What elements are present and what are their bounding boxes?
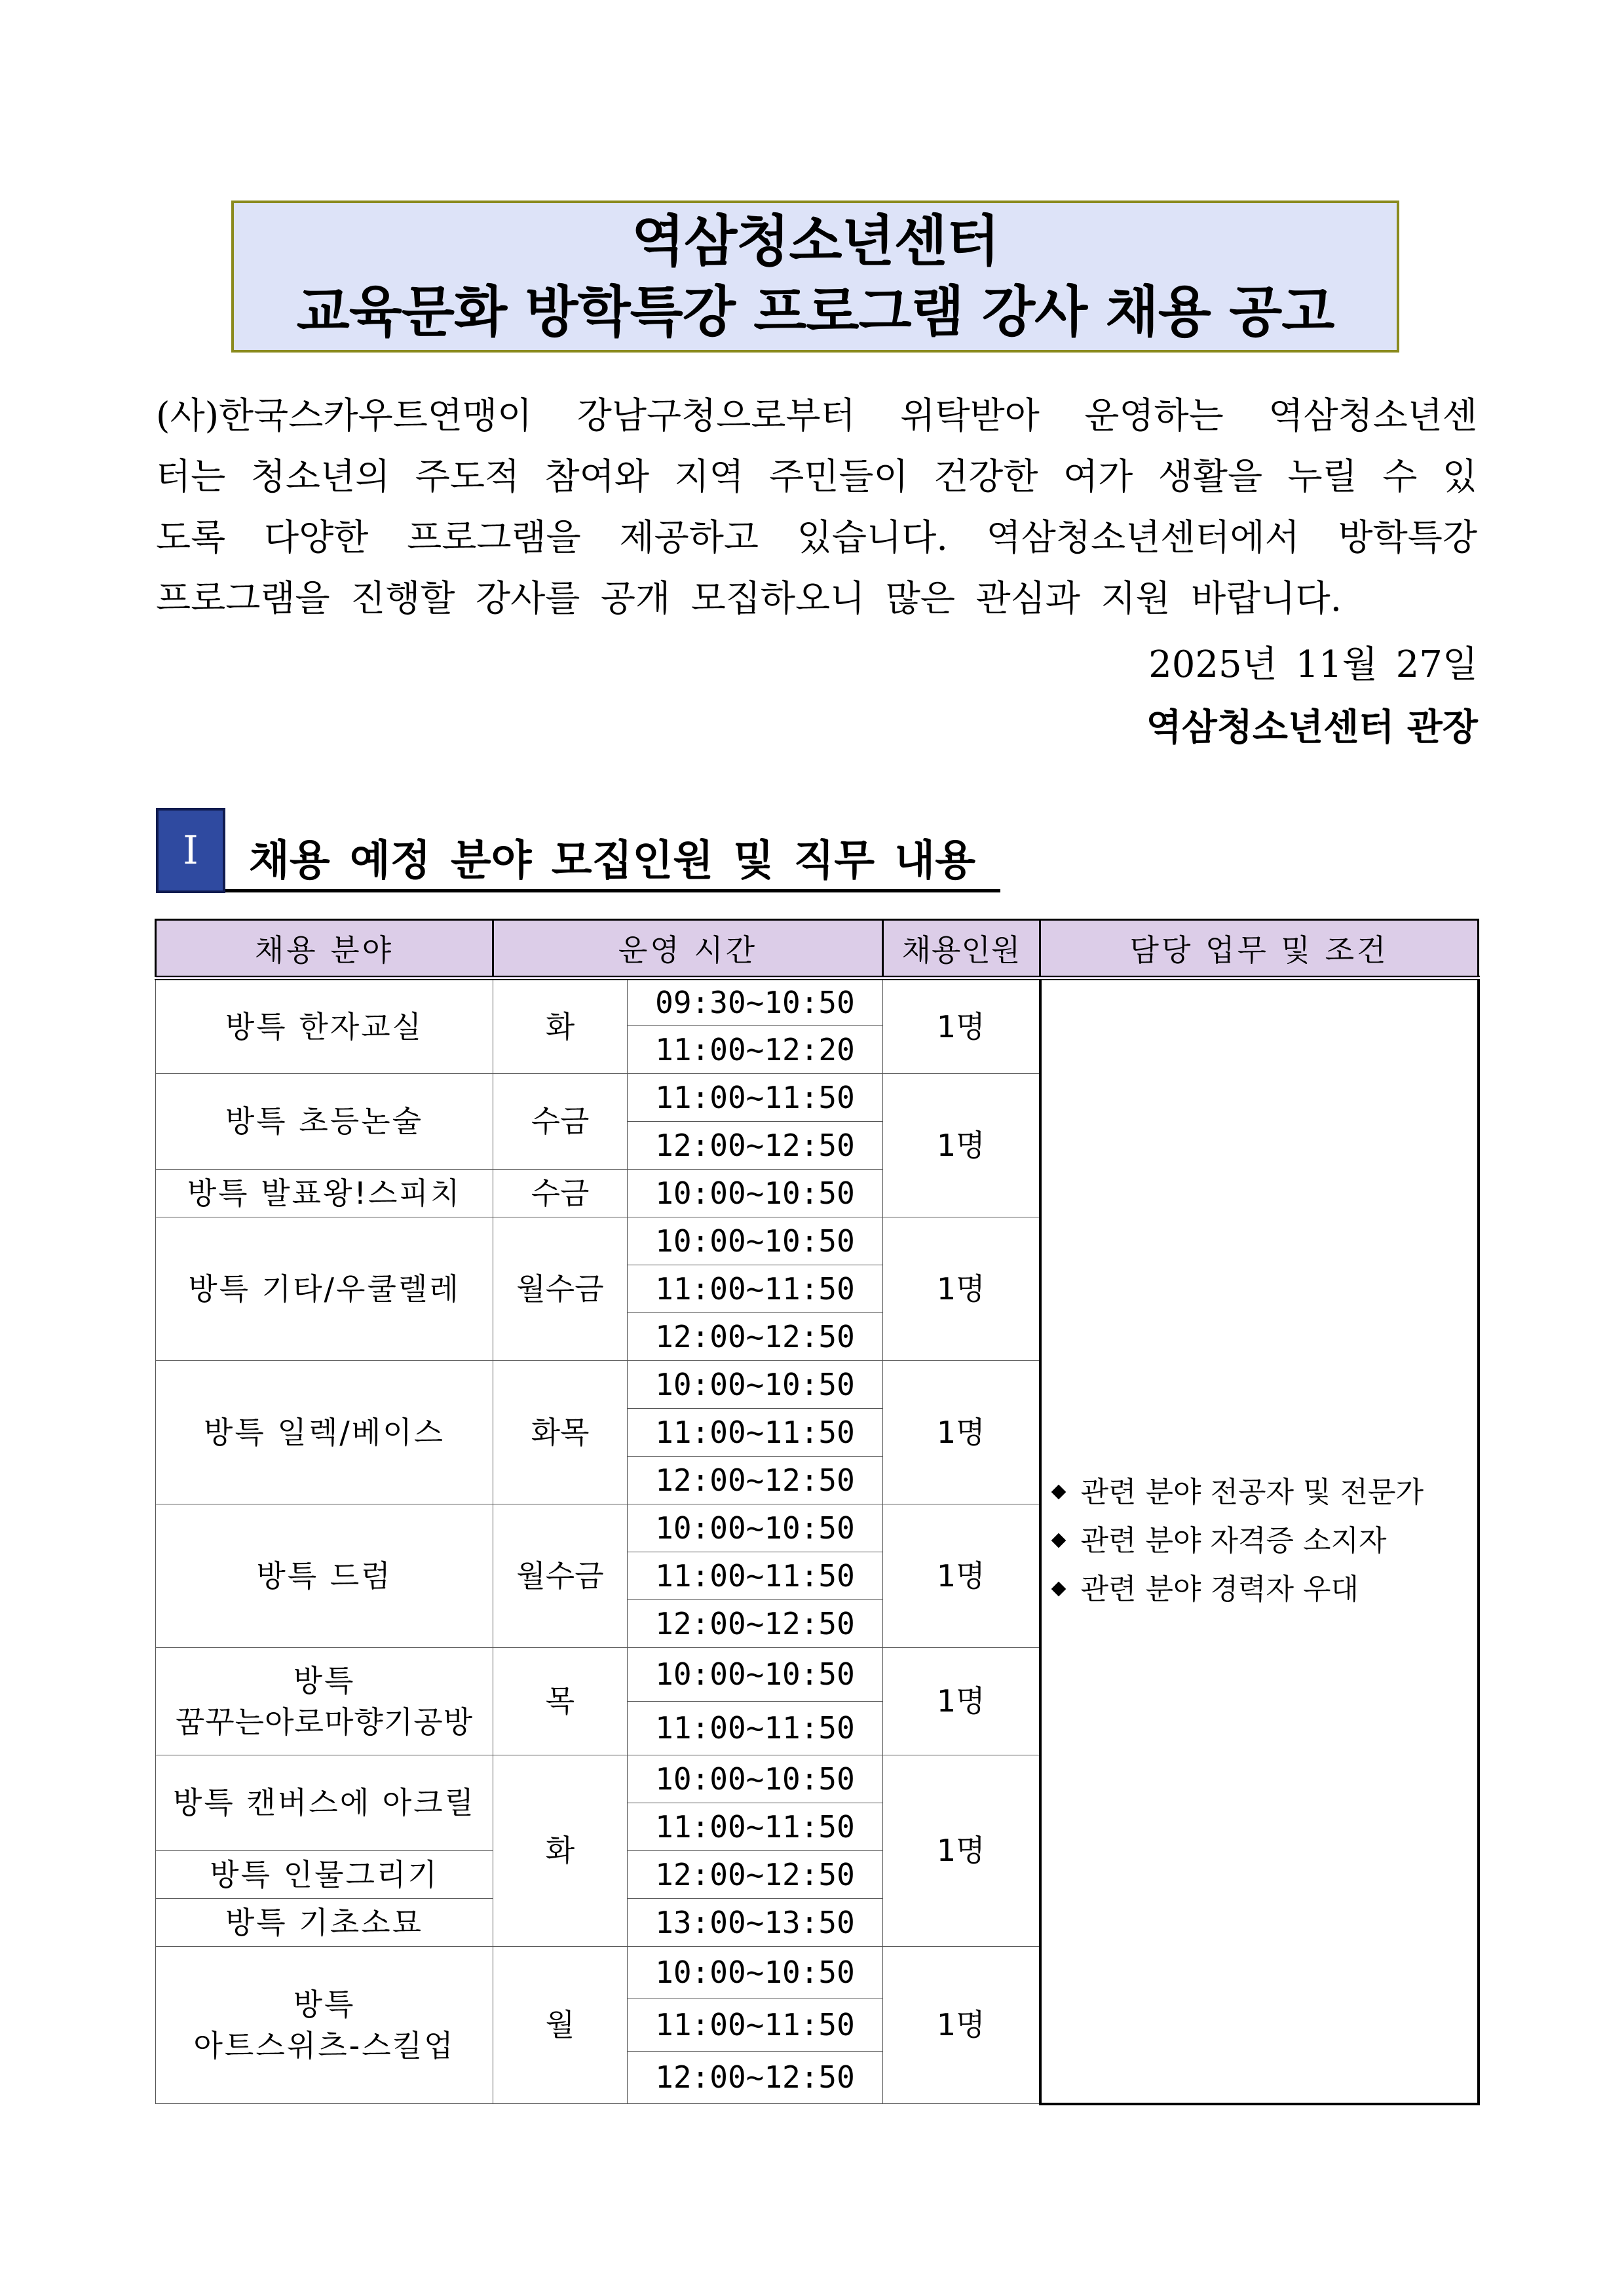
time-cell: 10:00~10:50 — [628, 1504, 883, 1552]
condition-text: 관련 분야 자격증 소지자 — [1080, 1524, 1387, 1558]
header-duty: 담당 업무 및 조건 — [1040, 920, 1479, 978]
header-time: 운영 시간 — [493, 920, 883, 978]
table-header-row — [156, 920, 1479, 978]
header-field: 채용 분야 — [156, 920, 493, 978]
time-cell: 10:00~10:50 — [628, 1648, 883, 1702]
time-cell: 11:00~11:50 — [628, 1074, 883, 1122]
days-cell: 화 — [493, 1755, 628, 1947]
intro-line: (사)한국스카우트연맹이 강남구청으로부터 위탁받아 운영하는 역삼청소년센 — [156, 394, 1477, 436]
days-cell: 수금 — [493, 1170, 628, 1217]
count-cell: 1명 — [883, 1361, 1040, 1504]
days-cell: 월수금 — [493, 1217, 628, 1361]
time-cell: 12:00~12:50 — [628, 1457, 883, 1504]
time-cell: 12:00~12:50 — [628, 1600, 883, 1648]
time-cell: 12:00~12:50 — [628, 2052, 883, 2104]
field-cell — [156, 1648, 493, 1755]
conditions-cell — [1040, 978, 1479, 2104]
condition-item — [1048, 1517, 1477, 1565]
field-cell — [156, 1947, 493, 2104]
title-line-2: 교육문화 방학특강 프로그램 강사 채용 공고 — [296, 280, 1334, 344]
intro-line: 프로그램을 진행할 강사를 공개 모집하오니 많은 관심과 지원 바랍니다. — [156, 577, 1342, 619]
time-cell: 10:00~10:50 — [628, 1170, 883, 1217]
count-cell: 1명 — [883, 1074, 1040, 1217]
days-cell: 목 — [493, 1648, 628, 1755]
title-line-1: 역삼청소년센터 — [631, 209, 999, 273]
field-cell: 방특 드럼 — [156, 1504, 493, 1648]
field-cell: 방특 기초소묘 — [156, 1899, 493, 1947]
count-cell: 1명 — [883, 1755, 1040, 1947]
intro-paragraph — [156, 385, 1477, 629]
section-title: 채용 예정 분야 모집인원 및 직무 내용 — [249, 837, 976, 885]
count-cell: 1명 — [883, 1504, 1040, 1648]
days-cell: 수금 — [493, 1074, 628, 1170]
diamond-bullet-icon — [1051, 1485, 1066, 1500]
field-cell: 방특 인물그리기 — [156, 1851, 493, 1899]
field-cell: 방특 초등논술 — [156, 1074, 493, 1170]
table-row — [156, 978, 1479, 1026]
field-line: 꿈꾸는아로마향기공방 — [175, 1704, 474, 1740]
title-box — [231, 201, 1399, 353]
days-cell: 월수금 — [493, 1504, 628, 1648]
days-cell: 월 — [493, 1947, 628, 2104]
count-cell: 1명 — [883, 978, 1040, 1074]
time-cell: 11:00~11:50 — [628, 1552, 883, 1600]
intro-line: 도록 다양한 프로그램을 제공하고 있습니다. 역삼청소년센터에서 방학특강 — [156, 516, 1477, 558]
field-cell: 방특 캔버스에 아크릴 — [156, 1755, 493, 1851]
condition-text: 관련 분야 경력자 우대 — [1080, 1573, 1359, 1607]
count-cell: 1명 — [883, 1648, 1040, 1755]
time-cell: 11:00~11:50 — [628, 1702, 883, 1755]
time-cell: 10:00~10:50 — [628, 1217, 883, 1265]
count-cell: 1명 — [883, 1217, 1040, 1361]
time-cell: 09:30~10:50 — [628, 978, 883, 1026]
field-cell: 방특 한자교실 — [156, 978, 493, 1074]
time-cell: 10:00~10:50 — [628, 1361, 883, 1409]
condition-item — [1048, 1565, 1477, 1614]
field-line: 방특 — [293, 1987, 356, 2023]
field-cell: 방특 발표왕!스피치 — [156, 1170, 493, 1217]
days-cell: 화목 — [493, 1361, 628, 1504]
time-cell: 11:00~11:50 — [628, 1999, 883, 2052]
time-cell: 12:00~12:50 — [628, 1122, 883, 1170]
recruitment-table-wrapper — [155, 919, 1477, 2105]
field-cell: 방특 기타/우쿨렐레 — [156, 1217, 493, 1361]
time-cell: 11:00~12:20 — [628, 1026, 883, 1074]
announcement-date: 2025년 11월 27일 — [1148, 643, 1478, 686]
signature: 역삼청소년센터 관장 — [1146, 706, 1478, 749]
intro-line: 터는 청소년의 주도적 참여와 지역 주민들이 건강한 여가 생활을 누릴 수 있 — [156, 455, 1477, 497]
header-count: 채용인원 — [883, 920, 1040, 978]
days-cell: 화 — [493, 978, 628, 1074]
time-cell: 13:00~13:50 — [628, 1899, 883, 1947]
count-cell: 1명 — [883, 1947, 1040, 2104]
diamond-bullet-icon — [1051, 1582, 1066, 1597]
time-cell: 12:00~12:50 — [628, 1313, 883, 1361]
condition-text: 관련 분야 전공자 및 전문가 — [1080, 1476, 1424, 1510]
diamond-bullet-icon — [1051, 1533, 1066, 1548]
time-cell: 11:00~11:50 — [628, 1409, 883, 1457]
field-line: 방특 — [293, 1663, 356, 1699]
recruitment-table — [155, 919, 1480, 2105]
field-cell: 방특 일렉/베이스 — [156, 1361, 493, 1504]
condition-item — [1048, 1468, 1477, 1517]
time-cell: 10:00~10:50 — [628, 1755, 883, 1803]
time-cell: 10:00~10:50 — [628, 1947, 883, 1999]
time-cell: 11:00~11:50 — [628, 1803, 883, 1851]
section-underline — [225, 889, 1000, 892]
time-cell: 12:00~12:50 — [628, 1851, 883, 1899]
section-number-badge: Ⅰ — [156, 808, 225, 893]
time-cell: 11:00~11:50 — [628, 1265, 883, 1313]
field-line: 아트스위츠-스킬업 — [193, 2027, 455, 2063]
